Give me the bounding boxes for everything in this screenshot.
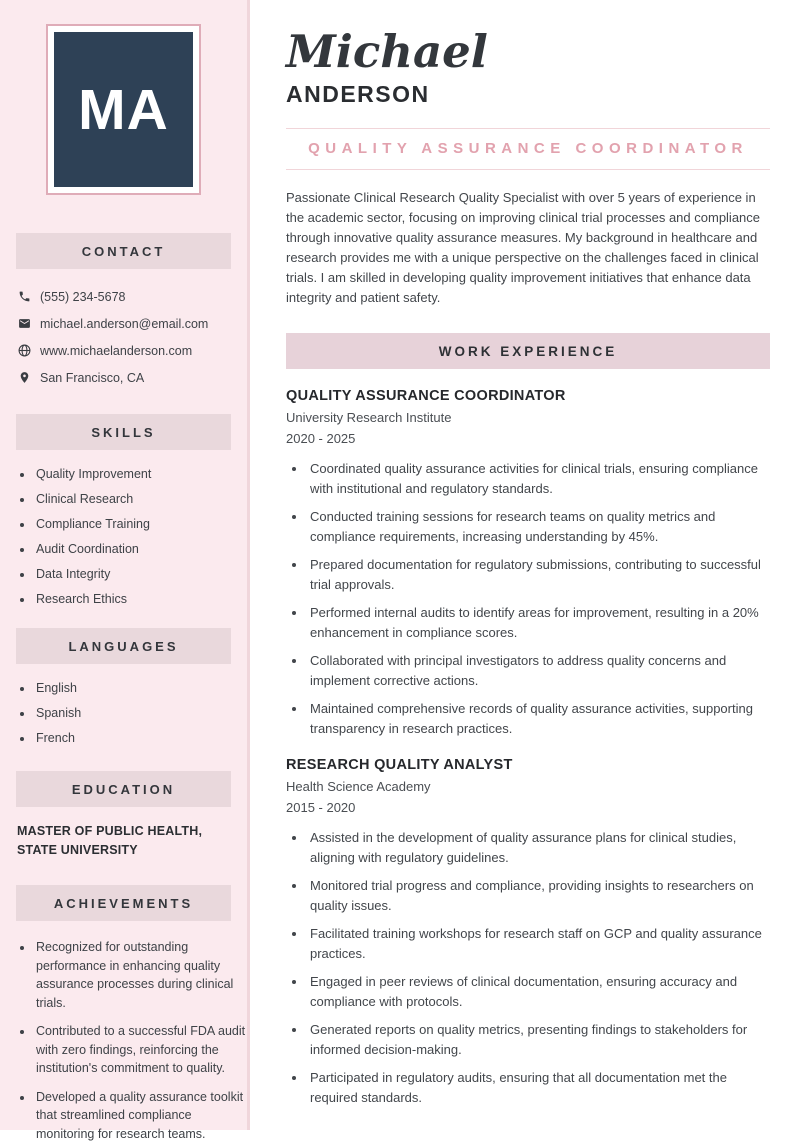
job-bullet: • Assisted in the development of quality assurance plans for clinical studies, aligning with regulatory guidelines. (307, 828, 770, 867)
education-section-header (16, 771, 231, 807)
skills-section-title: SKILLS (91, 425, 155, 440)
job-title: QUALITY ASSURANCE COORDINATOR (286, 388, 770, 404)
last-name: ANDERSON (286, 81, 770, 108)
languages-section-title: LANGUAGES (68, 639, 178, 654)
headline-block (286, 128, 770, 170)
globe-icon (18, 344, 31, 357)
email-address: michael.anderson@email.com (40, 317, 208, 331)
job-dates: 2020 - 2025 (286, 431, 770, 446)
achievement-item: • Developed a quality assurance toolkit that streamlined compliance monitoring for research teams. (34, 1088, 247, 1143)
phone-number: (555) 234-5678 (40, 290, 125, 304)
phone-icon (18, 290, 31, 303)
skill-item: • Clinical Research (34, 492, 247, 506)
contact-section-header (16, 233, 231, 269)
job-bullet: • Engaged in peer reviews of clinical documentation, ensuring accuracy and compliance with protocols. (307, 972, 770, 1011)
skill-item: • Quality Improvement (34, 467, 247, 481)
location-text: San Francisco, CA (40, 371, 144, 385)
main-column (253, 0, 800, 1130)
language-item: • English (34, 681, 247, 695)
job-bullet: • Generated reports on quality metrics, presenting findings to stakeholders for informed decision-making. (307, 1020, 770, 1059)
job-bullet: • Prepared documentation for regulatory submissions, contributing to successful trial approvals. (307, 555, 770, 594)
contact-list (0, 283, 247, 391)
job-company: Health Science Academy (286, 779, 770, 794)
skills-section-header (16, 414, 231, 450)
skills-list (0, 467, 247, 606)
achievement-item: • Contributed to a successful FDA audit with zero findings, reinforcing the institution's commitment to quality. (34, 1022, 247, 1078)
professional-summary: Passionate Clinical Research Quality Specialist with over 5 years of experience in the academic sector, focusing on improving clinical trial processes and compliance through innovative quality assurance measures. My background in healthcare and research provides me with a unique perspective on the challenges faced in clinical trials. I am skilled in developing quality improvement initiatives that enhance data integrity and patient safety. (286, 188, 770, 308)
job-bullet: • Collaborated with principal investigators to address quality concerns and implement corrective actions. (307, 651, 770, 690)
job-bullet: • Performed internal audits to identify areas for improvement, resulting in a 20% enhancement in compliance scores. (307, 603, 770, 642)
contact-row-location (0, 364, 247, 391)
languages-section-header (16, 628, 231, 664)
first-name: Michael (286, 26, 770, 78)
contact-row-website (0, 337, 247, 364)
job-bullet: • Conducted training sessions for research teams on quality metrics and compliance requirements, increasing understanding by 45%. (307, 507, 770, 546)
job-bullet: • Facilitated training workshops for research staff on GCP and quality assurance practices. (307, 924, 770, 963)
job-title: RESEARCH QUALITY ANALYST (286, 757, 770, 773)
job-bullet: • Coordinated quality assurance activities for clinical trials, ensuring compliance with institutional and regulatory standards. (307, 459, 770, 498)
job-bullet-list (286, 459, 770, 738)
sidebar (0, 0, 250, 1130)
profile-photo-frame (46, 24, 201, 195)
work-experience-section-title: WORK EXPERIENCE (439, 344, 618, 359)
skill-item: • Research Ethics (34, 592, 247, 606)
email-icon (18, 317, 31, 330)
education-degree: MASTER OF PUBLIC HEALTH, STATE UNIVERSITY (17, 822, 231, 859)
job-bullet: • Maintained comprehensive records of quality assurance activities, supporting transparency in research practices. (307, 699, 770, 738)
avatar: MA (54, 32, 193, 187)
skill-item: • Compliance Training (34, 517, 247, 531)
work-experience-section-header (286, 333, 770, 369)
skill-item: • Audit Coordination (34, 542, 247, 556)
job-bullet: • Monitored trial progress and compliance, providing insights to researchers on quality issues. (307, 876, 770, 915)
job-headline: QUALITY ASSURANCE COORDINATOR (308, 140, 748, 157)
job-company: University Research Institute (286, 410, 770, 425)
achievements-list (0, 938, 247, 1143)
language-item: • French (34, 731, 247, 745)
achievement-item: • Recognized for outstanding performance in enhancing quality assurance processes during clinical trials. (34, 938, 247, 1012)
job-entry (286, 388, 770, 738)
job-bullet: • Participated in regulatory audits, ensuring that all documentation met the required standards. (307, 1068, 770, 1107)
skill-item: • Data Integrity (34, 567, 247, 581)
website-url: www.michaelanderson.com (40, 344, 192, 358)
contact-row-phone (0, 283, 247, 310)
job-bullet-list (286, 828, 770, 1107)
languages-list (0, 681, 247, 745)
job-dates: 2015 - 2020 (286, 800, 770, 815)
location-icon (18, 371, 31, 384)
contact-row-email (0, 310, 247, 337)
job-entry (286, 757, 770, 1107)
education-section-title: EDUCATION (72, 782, 175, 797)
language-item: • Spanish (34, 706, 247, 720)
achievements-section-title: ACHIEVEMENTS (54, 896, 193, 911)
contact-section-title: CONTACT (82, 244, 166, 259)
achievements-section-header (16, 885, 231, 921)
